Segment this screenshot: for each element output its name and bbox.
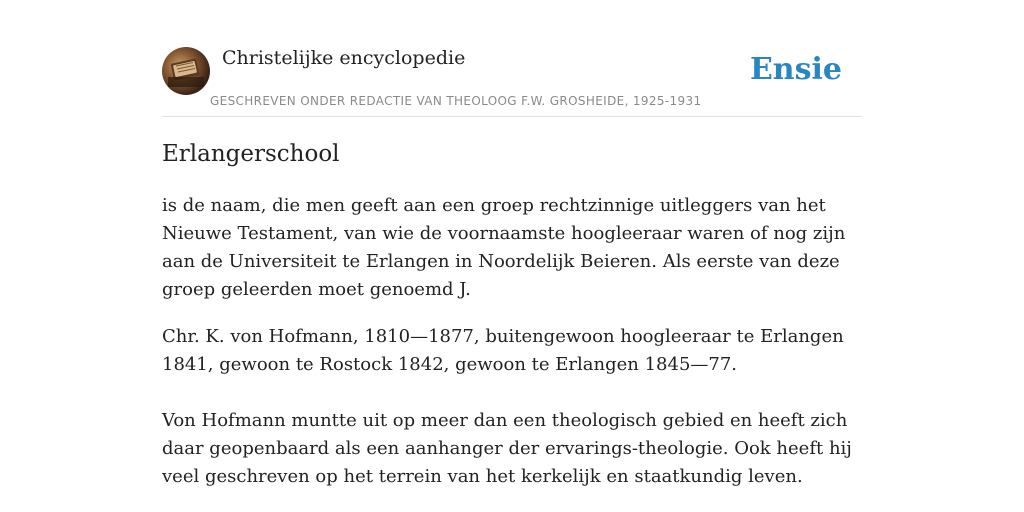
- site-header: [162, 44, 862, 117]
- article: [162, 140, 862, 491]
- book-photo-icon[interactable]: [162, 47, 210, 95]
- book-photo-graphic: [162, 47, 210, 95]
- article-paragraph: Von Hofmann muntte uit op meer dan een theologisch gebied en heeft zich daar geopenbaard als een aanhanger der ervarings-theologie. Ook heeft hij veel geschreven op het terrein van het kerkelijk en staatkundig leven.: [162, 410, 852, 487]
- article-title: Erlangerschool: [162, 141, 340, 167]
- article-paragraph: is de naam, die men geeft aan een groep rechtzinnige uitleggers van het Nieuwe Testament, van wie de voornaamste hoogleeraar waren of nog zijn aan de Universiteit te Erlangen in Noordelijk Beieren. Als eerste van deze groep geleerden moet genoemd J.: [162, 195, 846, 300]
- site-subtitle: GESCHREVEN ONDER REDACTIE VAN THEOLOOG F.W. GROSHEIDE, 1925-1931: [210, 94, 702, 108]
- article-paragraph: Chr. K. von Hofmann, 1810—1877, buitengewoon hoogleeraar te Erlangen 1841, gewoon te Rostock 1842, gewoon te Erlangen 1845—77.: [162, 326, 844, 375]
- site-title: Christelijke encyclopedie: [222, 47, 466, 69]
- brand-logo-link[interactable]: Ensie: [749, 52, 842, 87]
